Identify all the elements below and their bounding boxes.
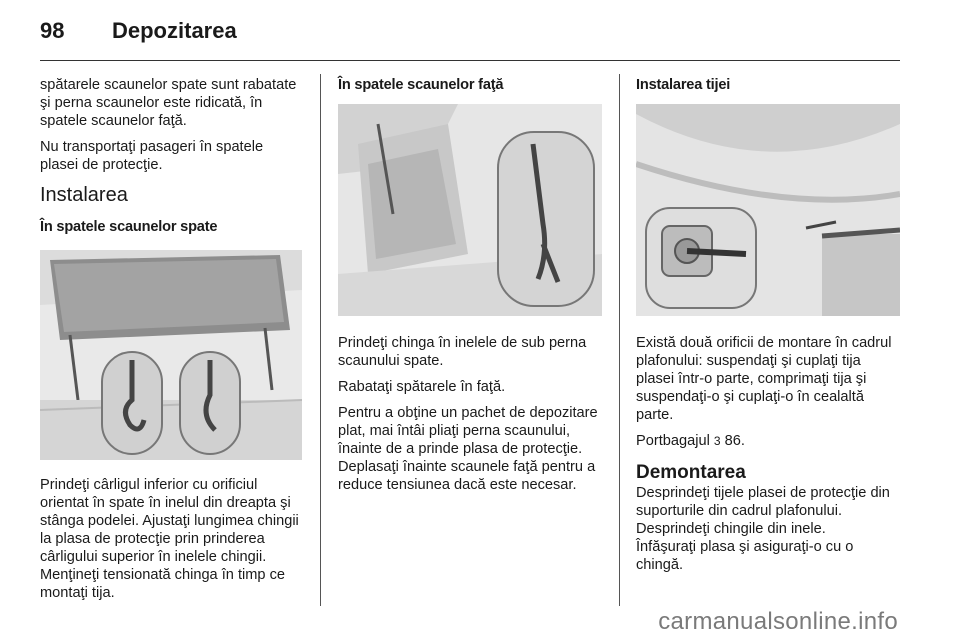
subheading-rear-seats: În spatele scaunelor spate [40,219,218,235]
paragraph: Rabataţi spătarele în faţă. [338,379,506,395]
section-heading-install: Instalarea [40,184,128,206]
section-heading-remove: Demontarea [636,462,746,483]
paragraph: Desprindeţi tijele plasei de protecţie din suporturile din cadrul plafonului. [636,485,890,519]
reference-label: Portbagajul [636,433,710,449]
header-divider [40,60,900,61]
subheading-install-rod: Instalarea tijei [636,77,731,93]
paragraph: Nu transportaţi pasageri în spatele plasei de protecţie. [40,139,264,173]
paragraph: Desprindeţi chingile din inele. [636,521,826,537]
removal-steps [636,484,901,574]
paragraph-reference [636,432,901,450]
illustration-front-seats [338,104,602,316]
subheading-front-seats: În spatele scaunelor faţă [338,77,504,93]
paragraph: Prindeţi cârligul inferior cu orificiul orientat în spate în inelul din dreapta şi stânga podelei. Ajustaţi lungimea chingii la plasa de protecţie prin prinderea cârligului superior în inelele chingii. Menţineţi tensionată chinga în timp ce montaţi tija. [40,477,299,601]
page-number: 98 [40,18,65,43]
illustration-rear-seats [40,250,302,460]
paragraph: spătarele scaunelor spate sunt rabatate şi perna scaunelor este ridicată, în spatele scaunelor faţă. [40,77,297,129]
arrow-ref-icon: 3 [713,434,721,448]
page-header [40,18,237,48]
column-2 [338,76,603,502]
column-divider-1 [320,74,321,606]
column-divider-2 [619,74,620,606]
watermark: carmanualsonline.info [658,608,898,635]
paragraph: Prindeţi chinga în inelele de sub perna scaunului spate. [338,335,587,369]
paragraph: Pentru a obţine un pachet de depozitare plat, mai întâi pliaţi perna scaunului, înainte de a prinde plasa de protecţie. Deplasaţi înainte scaunele faţă pentru a reduce tensiunea dacă este necesar. [338,405,598,493]
paragraph: Înfăşuraţi plasa şi asiguraţi-o cu o chingă. [636,539,854,573]
reference-page[interactable]: 86. [724,433,745,449]
page-title: Depozitarea [112,18,237,43]
paragraph: Există două orificii de montare în cadrul plafonului: suspendaţi şi cuplaţi tija plasei într-o parte, comprimaţi tija şi suspendaţi-o şi cuplaţi-o în cealaltă parte. [636,335,892,423]
illustration-rod [636,104,900,316]
column-1 [40,76,305,610]
column-3 [636,76,901,574]
